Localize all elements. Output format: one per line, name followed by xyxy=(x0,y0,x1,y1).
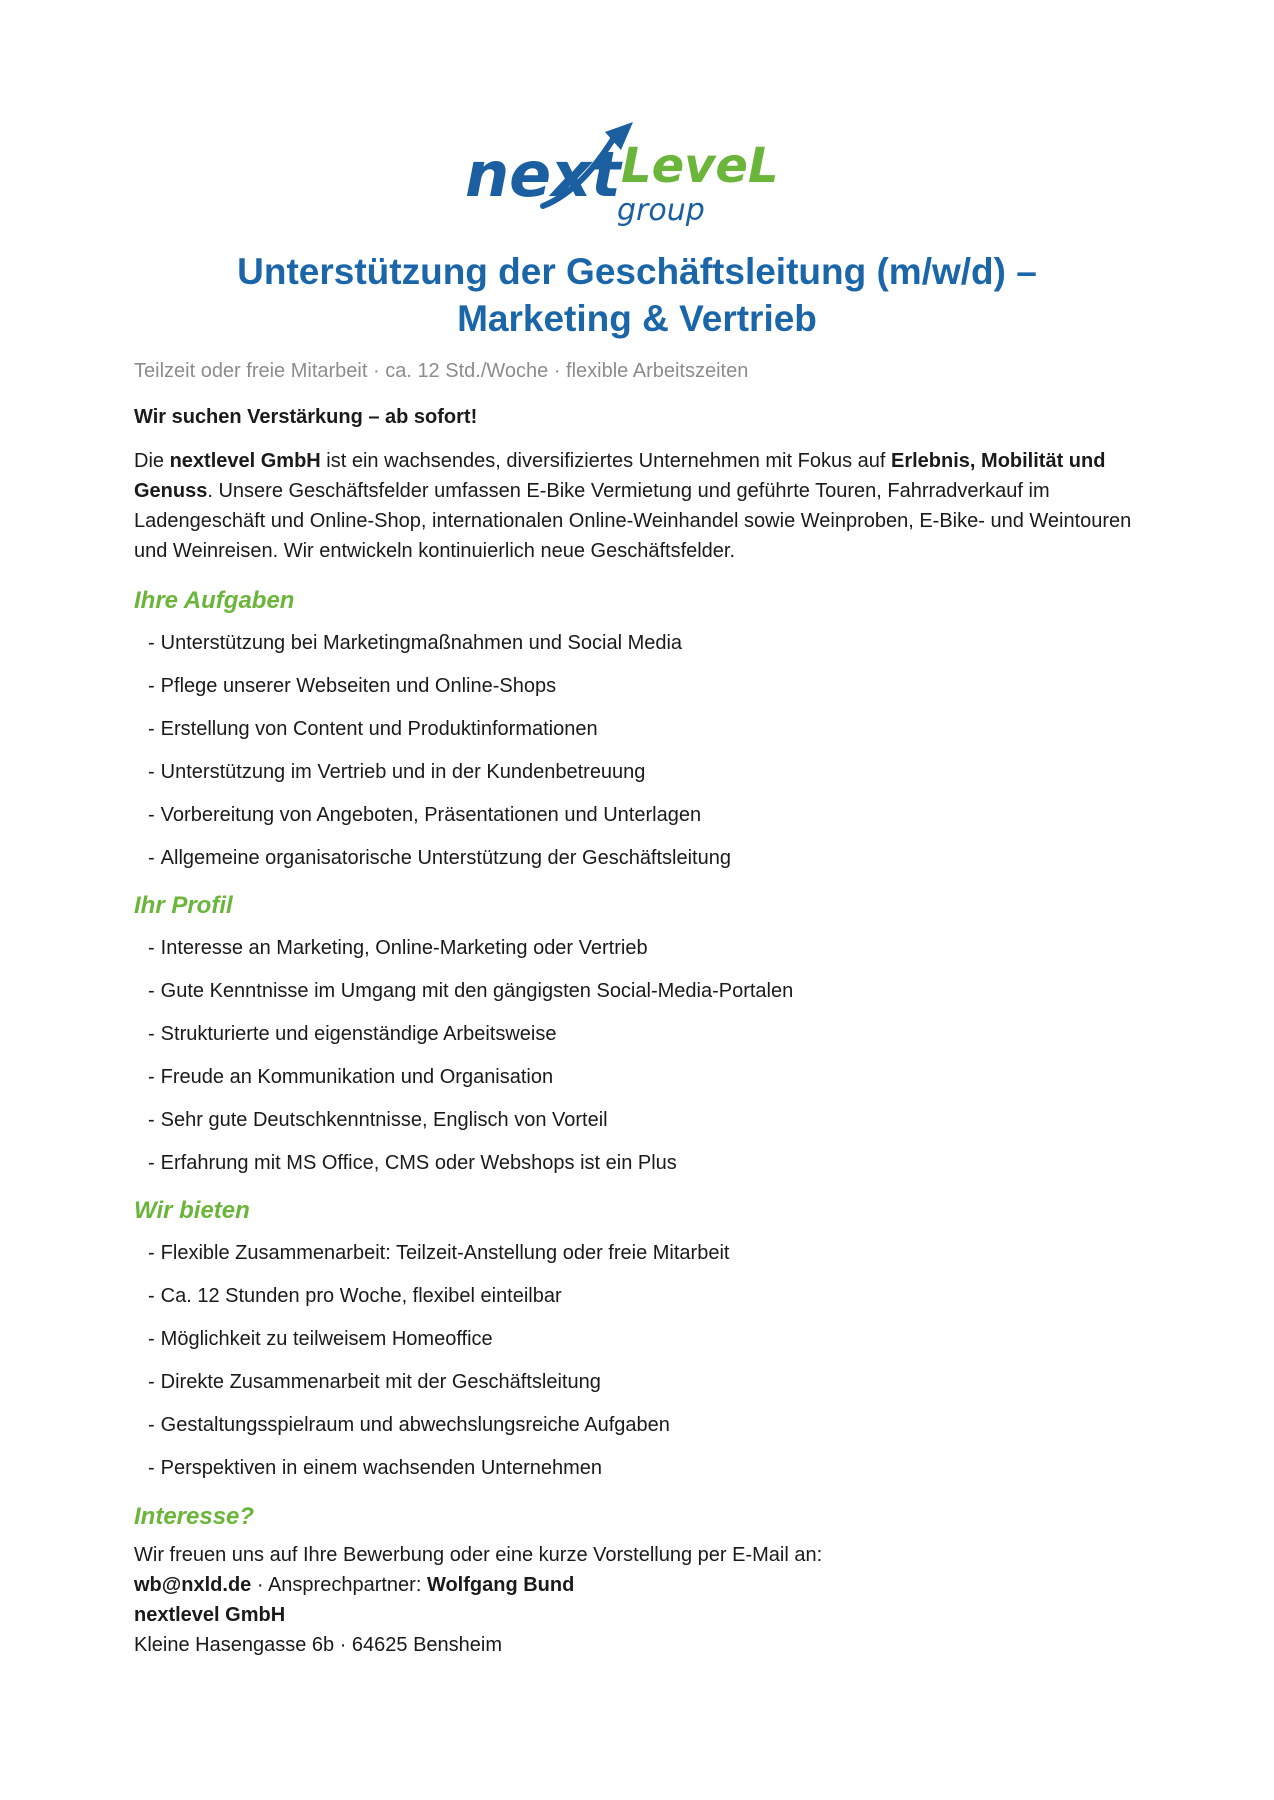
list-item-text: Gute Kenntnisse im Umgang mit den gängigsten Social-Media-Portalen xyxy=(160,980,794,1002)
list-item-text: Freude an Kommunikation und Organisation xyxy=(160,1066,554,1088)
logo-word-group: group xyxy=(617,193,705,228)
list-dash: - xyxy=(148,1023,155,1045)
list-item xyxy=(148,802,731,845)
nextlevel-group-logo xyxy=(455,102,820,238)
list-item xyxy=(148,1369,729,1412)
list-dash: - xyxy=(148,937,155,959)
list-dash: - xyxy=(148,804,155,826)
logo-graphic xyxy=(455,102,820,238)
intro-focus: Erlebnis, Mobilität und Genuss xyxy=(134,450,1106,502)
list-dash: - xyxy=(148,1328,155,1350)
list-item xyxy=(148,759,731,802)
list-dash: - xyxy=(148,675,155,697)
list-item xyxy=(148,1412,729,1455)
list-item-text: Unterstützung im Vertrieb und in der Kundenbetreuung xyxy=(160,761,646,783)
list-dash: - xyxy=(148,847,155,869)
list-item xyxy=(148,1150,793,1193)
list-item-text: Allgemeine organisatorische Unterstützung der Geschäftsleitung xyxy=(160,847,731,869)
company-intro xyxy=(134,446,1144,566)
section-heading-interesse: Interesse? xyxy=(134,1503,255,1530)
list-item xyxy=(148,845,731,888)
list-item-text: Erfahrung mit MS Office, CMS oder Webshops ist ein Plus xyxy=(160,1152,677,1174)
list-dash: - xyxy=(148,1285,155,1307)
list-dash: - xyxy=(148,1109,155,1131)
list-item-text: Strukturierte und eigenständige Arbeitsweise xyxy=(160,1023,557,1045)
list-item-text: Ca. 12 Stunden pro Woche, flexibel einteilbar xyxy=(160,1285,562,1307)
contact-email-link[interactable]: wb@nxld.de xyxy=(134,1574,252,1596)
list-item xyxy=(148,935,793,978)
list-item xyxy=(148,1326,729,1369)
aufgaben-list xyxy=(148,630,731,888)
list-item-text: Erstellung von Content und Produktinformationen xyxy=(160,718,598,740)
list-item-text: Perspektiven in einem wachsenden Unternehmen xyxy=(160,1457,603,1479)
page-title-line-1: Unterstützung der Geschäftsleitung (m/w/d) – xyxy=(237,251,1037,292)
list-dash: - xyxy=(148,718,155,740)
profil-list xyxy=(148,935,793,1193)
section-heading-profil: Ihr Profil xyxy=(134,892,233,919)
list-item xyxy=(148,1455,729,1498)
lead-text: Wir suchen Verstärkung – ab sofort! xyxy=(134,406,478,428)
bieten-list xyxy=(148,1240,729,1498)
list-item xyxy=(148,1283,729,1326)
list-item-text: Flexible Zusammenarbeit: Teilzeit-Anstellung oder freie Mitarbeit xyxy=(160,1242,730,1264)
page-title xyxy=(134,248,1140,342)
list-dash: - xyxy=(148,1414,155,1436)
contact-company-line xyxy=(134,1600,822,1630)
contact-company: nextlevel GmbH xyxy=(134,1604,286,1626)
list-item-text: Vorbereitung von Angeboten, Präsentationen und Unterlagen xyxy=(160,804,702,826)
list-item xyxy=(148,1240,729,1283)
list-dash: - xyxy=(148,1457,155,1479)
list-dash: - xyxy=(148,632,155,654)
intro-text-3: . Unsere Geschäftsfelder umfassen E-Bike Vermietung und geführte Touren, Fahrradverkauf im Ladengeschäft und Online-Shop, internationalen Online-Weinhandel sowie Weinproben, E-Bike- und Weintouren und Weinreisen. Wir entwickeln kontinuierlich neue Geschäftsfelder. xyxy=(134,480,1132,562)
list-dash: - xyxy=(148,1242,155,1264)
list-item xyxy=(148,978,793,1021)
contact-address: Kleine Hasengasse 6b · 64625 Bensheim xyxy=(134,1634,503,1656)
list-item xyxy=(148,1064,793,1107)
list-item xyxy=(148,716,731,759)
intro-text-2: ist ein wachsendes, diversifiziertes Unternehmen mit Fokus auf xyxy=(320,450,891,472)
intro-company-name: nextlevel GmbH xyxy=(169,450,321,472)
list-item-text: Pflege unserer Webseiten und Online-Shops xyxy=(160,675,557,697)
intro-text-1: Die xyxy=(134,450,170,472)
employment-terms: Teilzeit oder freie Mitarbeit · ca. 12 Std./Woche · flexible Arbeitszeiten xyxy=(134,360,749,382)
list-item-text: Unterstützung bei Marketingmaßnahmen und Social Media xyxy=(160,632,683,654)
list-item-text: Interesse an Marketing, Online-Marketing oder Vertrieb xyxy=(160,937,648,959)
contact-block xyxy=(134,1540,822,1660)
list-dash: - xyxy=(148,761,155,783)
section-heading-aufgaben: Ihre Aufgaben xyxy=(134,587,295,614)
logo-word-next: next xyxy=(465,138,621,211)
list-item-text: Direkte Zusammenarbeit mit der Geschäftsleitung xyxy=(160,1371,601,1393)
list-dash: - xyxy=(148,1066,155,1088)
contact-separator: · Ansprechpartner: xyxy=(251,1574,427,1596)
contact-intro: Wir freuen uns auf Ihre Bewerbung oder eine kurze Vorstellung per E-Mail an: xyxy=(134,1544,823,1566)
list-dash: - xyxy=(148,1371,155,1393)
page-title-line-2: Marketing & Vertrieb xyxy=(457,298,817,339)
list-dash: - xyxy=(148,980,155,1002)
list-item-text: Möglichkeit zu teilweisem Homeoffice xyxy=(160,1328,493,1350)
logo-word-level: LeveL xyxy=(621,138,779,194)
list-item xyxy=(148,630,731,673)
section-heading-bieten: Wir bieten xyxy=(134,1197,250,1224)
list-item-text: Sehr gute Deutschkenntnisse, Englisch von Vorteil xyxy=(160,1109,608,1131)
list-item xyxy=(148,1021,793,1064)
contact-person: Wolfgang Bund xyxy=(426,1574,575,1596)
list-dash: - xyxy=(148,1152,155,1174)
list-item xyxy=(148,1107,793,1150)
list-item-text: Gestaltungsspielraum und abwechslungsreiche Aufgaben xyxy=(160,1414,670,1436)
list-item xyxy=(148,673,731,716)
contact-line xyxy=(134,1570,822,1600)
